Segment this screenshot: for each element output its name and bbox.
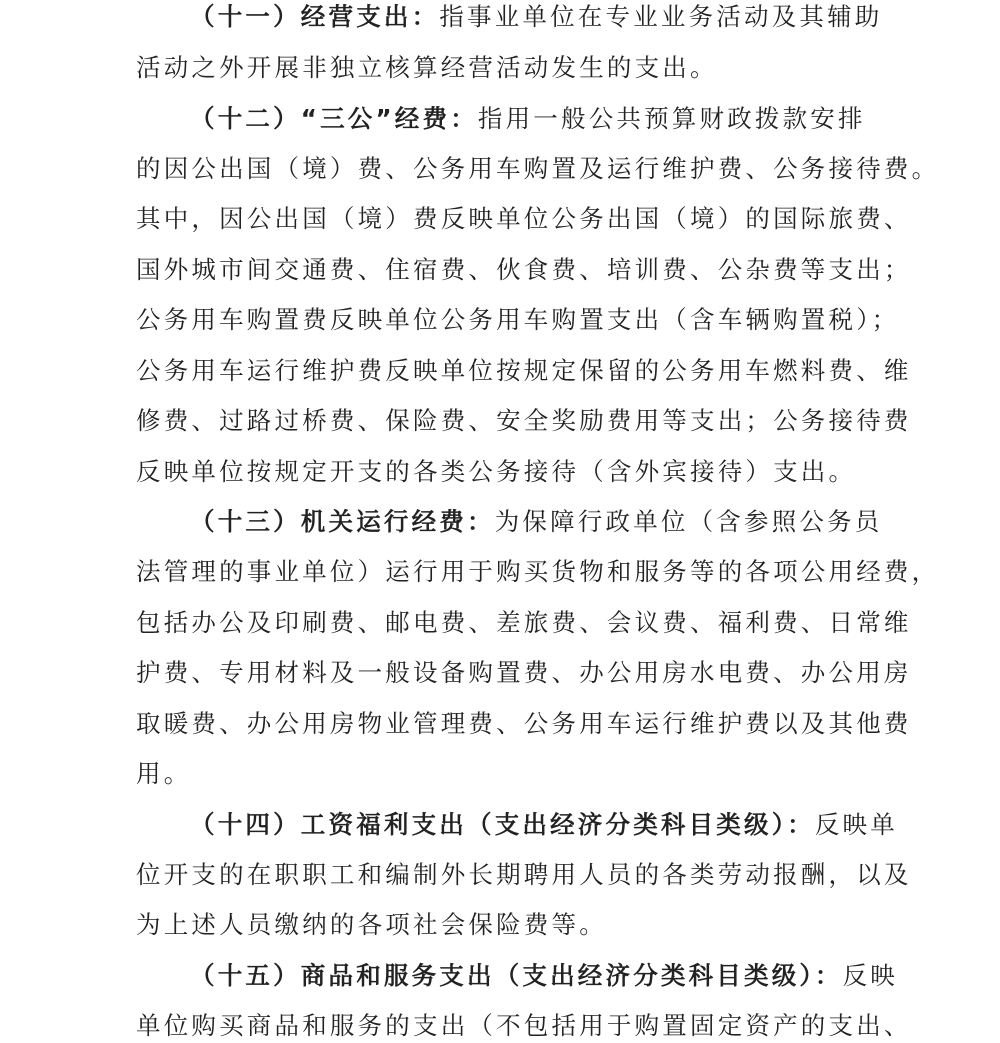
section-heading: （十五）商品和服务支出（支出经济分类科目类级）： [190, 961, 843, 990]
paragraph-text: 为上述人员缴纳的各项社会保险费等。 [136, 910, 607, 939]
paragraph-line [136, 245, 912, 295]
section-heading: （十三）机关运行经费： [190, 507, 495, 536]
paragraph-text: 的因公出国（境）费、公务用车购置及运行维护费、公务接待费。 [136, 154, 940, 183]
paragraph-line [136, 144, 939, 194]
paragraph-line [136, 749, 191, 799]
paragraph-text: 反映单位按规定开支的各类公务接待（含外宾接待）支出。 [136, 457, 857, 486]
paragraph-text: 护费、专用材料及一般设备购置费、办公用房水电费、办公用房 [136, 658, 912, 687]
paragraph-text: 单位购买商品和服务的支出（不包括用于购置固定资产的支出、 [136, 1011, 912, 1040]
section-heading: （十四）工资福利支出（支出经济分类科目类级）： [190, 810, 815, 839]
paragraph-text: 位开支的在职职工和编制外长期聘用人员的各类劳动报酬，以及 [136, 860, 912, 889]
paragraph-line [136, 295, 899, 345]
paragraph-line [190, 0, 883, 42]
section-heading: （十一）经营支出： [190, 2, 440, 31]
paragraph-line [136, 648, 912, 698]
paragraph-line [190, 951, 898, 1001]
paragraph-text: 活动之外开展非独立核算经营活动发生的支出。 [136, 53, 718, 82]
paragraph-line [136, 900, 607, 950]
paragraph-line [136, 547, 939, 597]
paragraph-text: 公务用车运行维护费反映单位按规定保留的公务用车燃料费、维 [136, 356, 912, 385]
paragraph-text: 反映 [842, 961, 898, 990]
paragraph-text: 指事业单位在专业业务活动及其辅助 [439, 2, 883, 31]
paragraph-line [136, 346, 912, 396]
paragraph-line [136, 43, 718, 93]
paragraph-line [136, 598, 912, 648]
paragraph-line [190, 94, 866, 144]
paragraph-line [136, 194, 912, 244]
paragraph-line [136, 699, 912, 749]
paragraph-line [136, 850, 912, 900]
paragraph-text: 包括办公及印刷费、邮电费、差旅费、会议费、福利费、日常维 [136, 608, 912, 637]
paragraph-line [190, 800, 898, 850]
paragraph-text: 指用一般公共预算财政拨款安排 [477, 104, 866, 133]
paragraph-line [190, 497, 883, 547]
paragraph-text: 修费、过路过桥费、保险费、安全奖励费用等支出；公务接待费 [136, 406, 912, 435]
paragraph-line [136, 447, 856, 497]
paragraph-text: 法管理的事业单位）运行用于购买货物和服务等的各项公用经费， [136, 557, 940, 586]
paragraph-text: 公务用车购置费反映单位公务用车购置支出（含车辆购置税）； [136, 305, 900, 334]
paragraph-text: 其中，因公出国（境）费反映单位公务出国（境）的国际旅费、 [136, 204, 912, 233]
paragraph-text: 取暖费、办公用房物业管理费、公务用车运行维护费以及其他费 [136, 709, 912, 738]
paragraph-text: 为保障行政单位（含参照公务员 [494, 507, 883, 536]
paragraph-text: 用。 [136, 759, 192, 788]
paragraph-line [136, 1001, 912, 1043]
paragraph-line [136, 396, 912, 446]
section-heading: （十二）“三公”经费： [190, 104, 478, 133]
paragraph-text: 反映单 [814, 810, 898, 839]
paragraph-text: 国外城市间交通费、住宿费、伙食费、培训费、公杂费等支出； [136, 255, 912, 284]
